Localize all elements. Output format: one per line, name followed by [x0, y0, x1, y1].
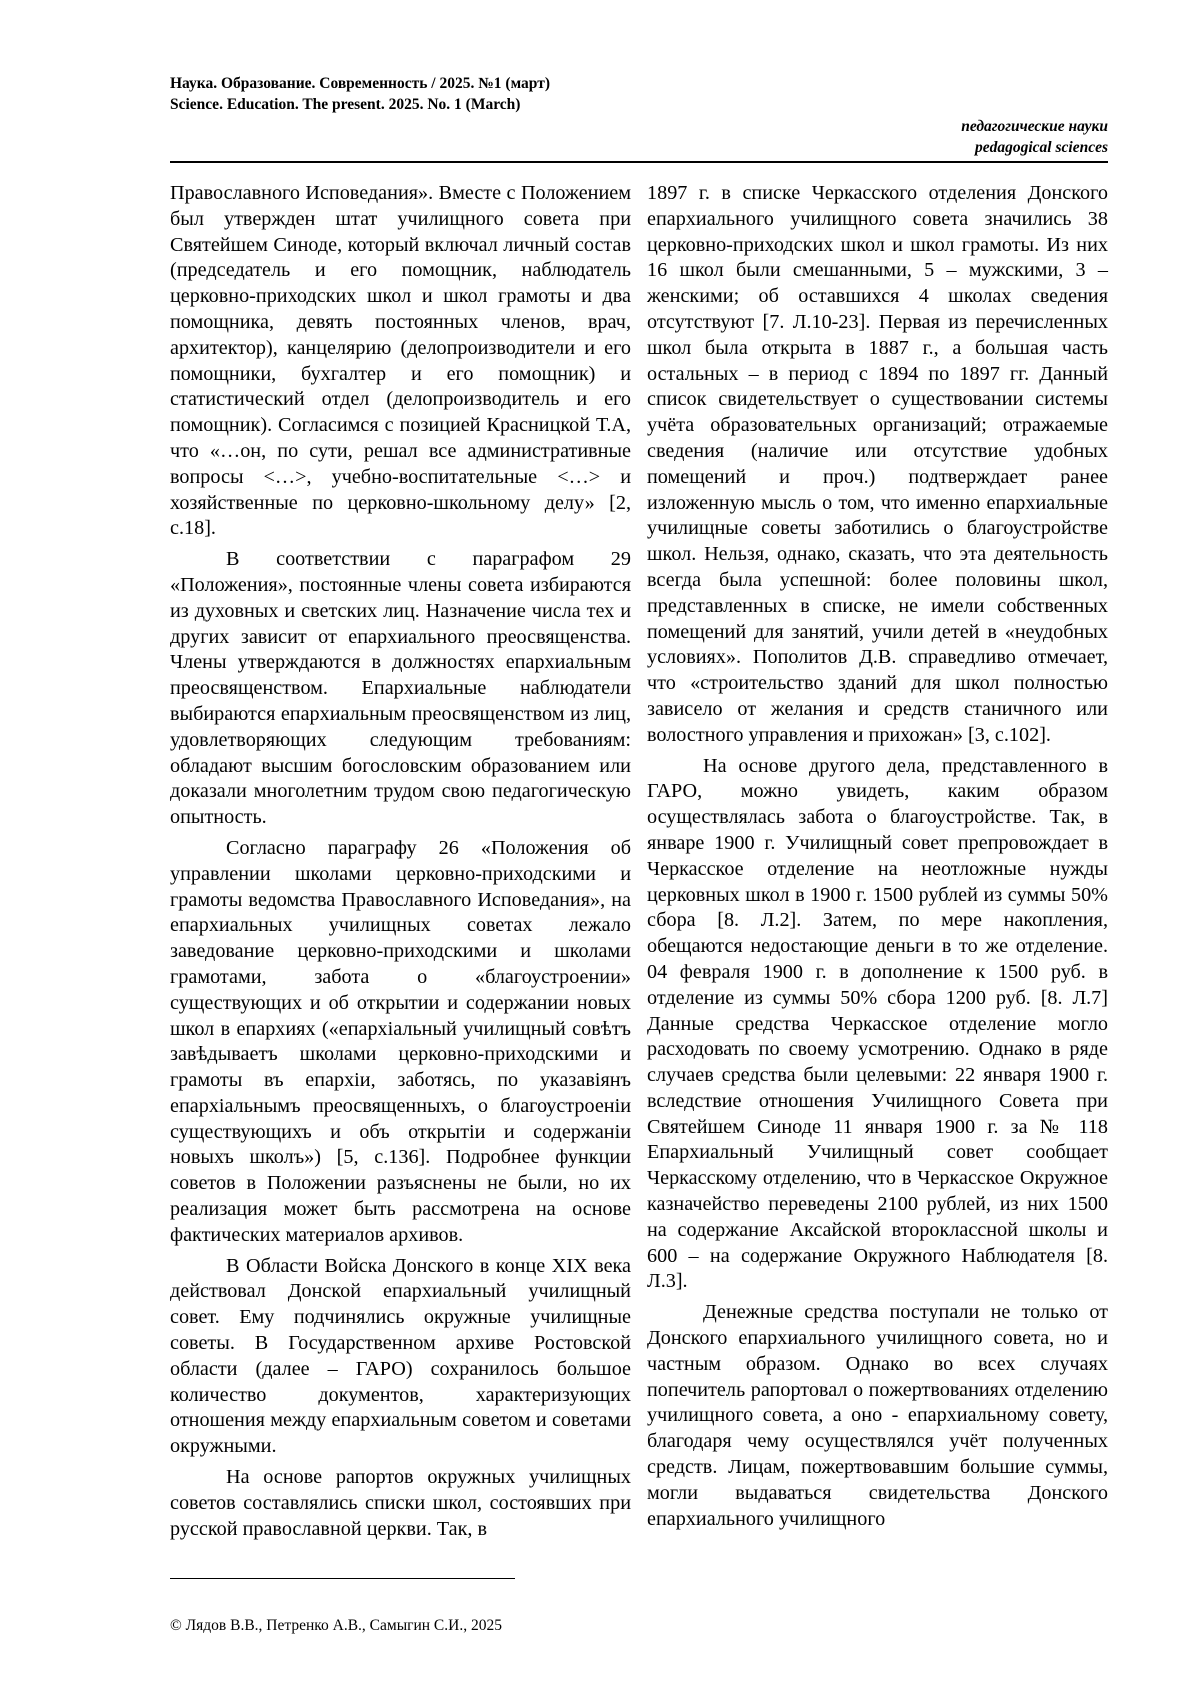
paragraph: Денежные средства поступали не только от Донского епархиального училищного совета, но и частным образом. Однако во всех случаях попечитель рапортовал о пожертвованиях отделению училищного совета, а оно - епархиальному совету, благодаря чему осуществлялся учёт полученных средств. Лицам, пожертвовавшим большие суммы, могли выдаваться свидетельства Донского епархиального училищного [647, 1301, 1108, 1530]
paragraph: На основе рапортов окружных училищных советов составлялись списки школ, состоявших при русской православной церкви. Так, в [170, 1466, 631, 1540]
section-label-ru: педагогические науки [961, 118, 1108, 135]
footnote-divider [170, 1578, 515, 1579]
paragraph: На основе другого дела, представленного в ГАРО, можно увидеть, каким образом осуществлялась забота о благоустройстве. Так, в январе 1900 г. Училищный совет препровождает в Черкасское отделение на неотложные нужды церковных школ в 1900 г. 1500 рублей из суммы 50% сбора [8. Л.2]. Затем, по мере накопления, обещаются недостающие деньги в то же отделение. 04 февраля 1900 г. в дополнение к 1500 руб. в отделение из суммы 50% сбора 1200 руб. [8. Л.7] Данные средства Черкасское отделение могло расходовать по своему усмотрению. Однако в ряде случаев средства были целевыми: 22 января 1900 г. вследствие отношения Училищного Совета при Святейшем Синоде 11 января 1900 г. за № 118 Епархиальный Училищный совет сообщает Черкасскому отделению, что в Черкасское Окружное казначейство переведены 2100 рублей, из них 1500 на содержание Аксайской второклассной школы и 600 – на содержание Окружного Наблюдателя [8. Л.3]. [647, 754, 1108, 1293]
section-label [961, 116, 1108, 158]
paragraph: 1897 г. в списке Черкасского отделения Донского епархиального училищного совета значились 38 церковно-приходских школ и школ грамоты. Из них 16 школ были смешанными, 5 – мужскими, 3 – женскими; об оставшихся 4 школах сведения отсутствуют [7. Л.10-23]. Первая из перечисленных школ была открыта в 1887 г., а большая часть остальных – в период с 1894 по 1897 гг. Данный список свидетельствует о существовании системы учёта образовательных организаций; отражаемые сведения (наличие или отсутствие удобных помещений и проч.) подтверждает ранее изложенную мысль о том, что именно епархиальные училищные советы заботились о благоустройстве школ. Нельзя, однако, сказать, что эта деятельность всегда была успешной: более половины школ, представленных в списке, не имели собственных помещений для занятий, учили детей в «неудобных условиях». Пополитов Д.В. справедливо отмечает, что «строительство зданий для школ полностью зависело от желания и средств станичного или волостного управления и прихожан» [3, с.102]. [647, 182, 1108, 746]
journal-title-ru: Наука. Образование. Современность / 2025. №1 (март) [170, 75, 550, 92]
left-text-column [170, 181, 631, 1547]
copyright-note: © Лядов В.В., Петренко А.В., Самыгин С.И., 2025 [170, 1617, 502, 1634]
header-divider [170, 161, 1108, 163]
right-text-column [647, 181, 1108, 1537]
paragraph: Православного Исповедания». Вместе с Положением был утвержден штат училищного совета при Святейшем Синоде, который включал личный состав (председатель и его помощник, наблюдатель церковно-приходских школ и школ грамоты и два помощника, девять постоянных членов, врач, архитектор), канцелярию (делопроизводители и его помощники, бухгалтер и его помощник) и статистический отдел (делопроизводитель и его помощник). Согласимся с позицией Красницкой Т.А, что «…он, по сути, решал все административные вопросы <…>, учебно-воспитательные <…> и хозяйственные по церковно-школьному делу» [2, с.18]. [170, 182, 631, 540]
journal-header [170, 73, 550, 115]
paragraph: В Области Войска Донского в конце XIX века действовал Донской епархиальный училищный совет. Ему подчинялись окружные училищные советы. В Государственном архиве Ростовской области (далее – ГАРО) сохранилось большое количество документов, характеризующих отношения между епархиальным советом и советами окружными. [170, 1254, 631, 1458]
section-label-en: pedagogical sciences [974, 139, 1108, 156]
paragraph: В соответствии с параграфом 29 «Положения», постоянные члены совета избираются из духовных и светских лиц. Назначение числа тех и других зависит от епархиального преосвященства. Члены утверждаются в должностях епархиальным преосвященством. Епархиальные наблюдатели выбираются епархиальным преосвященством из лиц, удовлетворяющих следующим требованиям: обладают высшим богословским образованием или доказали многолетним трудом свою педагогическую опытность. [170, 548, 631, 829]
paragraph: Согласно параграфу 26 «Положения об управлении школами церковно-приходскими и грамоты ведомства Православного Исповедания», на епархиальных училищных советах лежало заведование церковно-приходскими и школами грамотами, забота о «благоустроении» существующих и об открытии и содержании новых школ в епархиях («епархіальный училищный совѣтъ завѣдываетъ школами церковно-приходскими и грамоты въ епархіи, заботясь, по указавіянъ епархіальнымъ преосвященныхъ, о благоустроеніи существующихъ и объ открытіи и содержаніи новыхъ школъ») [5, с.136]. Подробнее функции советов в Положении разъяснены не были, но их реализация может быть рассмотрена на основе фактических материалов архивов. [170, 836, 631, 1246]
journal-title-en: Science. Education. The present. 2025. No. 1 (March) [170, 96, 521, 113]
